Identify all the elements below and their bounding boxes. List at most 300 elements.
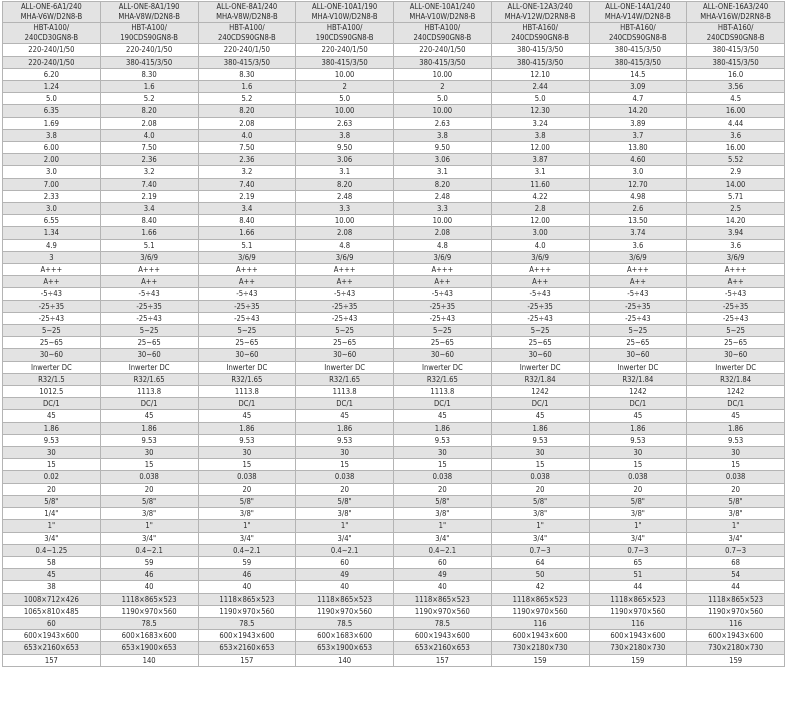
table-cell: 1190×970×560 bbox=[394, 605, 492, 617]
table-cell: 20 bbox=[3, 483, 101, 495]
table-cell: 5.71 bbox=[687, 190, 785, 202]
table-cell: -25÷35 bbox=[198, 300, 296, 312]
table-cell: 1113.8 bbox=[394, 386, 492, 398]
table-cell: 15 bbox=[394, 459, 492, 471]
table-cell: 380-415/3/50 bbox=[687, 44, 785, 56]
table-row bbox=[3, 434, 785, 446]
spec-table bbox=[2, 1, 785, 667]
table-cell: R32/1.65 bbox=[198, 373, 296, 385]
table-cell: 5.52 bbox=[687, 154, 785, 166]
table-cell: 3.00 bbox=[491, 227, 589, 239]
model-name-line: MHA-V10W/D2N8-B bbox=[311, 12, 378, 22]
model-header-cell bbox=[687, 23, 785, 44]
table-cell: 5/8" bbox=[394, 495, 492, 507]
table-cell: 30~60 bbox=[687, 349, 785, 361]
table-cell: 10.00 bbox=[394, 105, 492, 117]
table-cell: 3.0 bbox=[589, 166, 687, 178]
table-row bbox=[3, 264, 785, 276]
model-name-line: 190CDS90GN8-B bbox=[120, 33, 178, 43]
table-cell: 1113.8 bbox=[100, 386, 198, 398]
table-cell: 1190×970×560 bbox=[198, 605, 296, 617]
table-cell: 3.8 bbox=[3, 129, 101, 141]
table-cell: 20 bbox=[491, 483, 589, 495]
table-cell: 2.08 bbox=[296, 227, 394, 239]
table-cell: 0.038 bbox=[687, 471, 785, 483]
table-cell: -25÷43 bbox=[198, 312, 296, 324]
model-header-cell bbox=[687, 2, 785, 23]
table-row bbox=[3, 325, 785, 337]
table-cell: 58 bbox=[3, 556, 101, 568]
table-cell: 20 bbox=[394, 483, 492, 495]
table-cell: 2.19 bbox=[100, 190, 198, 202]
table-cell: 1.86 bbox=[296, 422, 394, 434]
table-cell: A++ bbox=[687, 276, 785, 288]
table-cell: 1/4" bbox=[3, 508, 101, 520]
table-cell: 25~65 bbox=[100, 337, 198, 349]
table-cell: 3.06 bbox=[394, 154, 492, 166]
table-row bbox=[3, 495, 785, 507]
table-cell: 0.4~2.1 bbox=[296, 544, 394, 556]
table-cell: 30~60 bbox=[3, 349, 101, 361]
table-row bbox=[3, 642, 785, 654]
table-cell: 1" bbox=[100, 520, 198, 532]
table-cell: 4.0 bbox=[491, 239, 589, 251]
table-cell: 2.63 bbox=[296, 117, 394, 129]
table-cell: 2 bbox=[394, 80, 492, 92]
table-cell: R32/1.84 bbox=[687, 373, 785, 385]
table-cell: 4.98 bbox=[589, 190, 687, 202]
table-cell: 5.0 bbox=[296, 93, 394, 105]
table-row bbox=[3, 93, 785, 105]
table-cell: 12.10 bbox=[491, 68, 589, 80]
table-cell: 30 bbox=[491, 447, 589, 459]
table-row bbox=[3, 569, 785, 581]
table-cell: 3.89 bbox=[589, 117, 687, 129]
model-name-line: ALL-ONE-8A1/190 bbox=[118, 2, 180, 11]
table-cell: 78.5 bbox=[394, 617, 492, 629]
table-cell: 1118×865×523 bbox=[296, 593, 394, 605]
table-cell: 1.66 bbox=[198, 227, 296, 239]
table-cell: 3.0 bbox=[3, 203, 101, 215]
table-cell: 5~25 bbox=[296, 325, 394, 337]
table-cell: DC/1 bbox=[3, 398, 101, 410]
table-row bbox=[3, 508, 785, 520]
table-cell: 2.63 bbox=[394, 117, 492, 129]
table-cell: 1113.8 bbox=[296, 386, 394, 398]
table-cell: 30 bbox=[100, 447, 198, 459]
table-cell: 30~60 bbox=[589, 349, 687, 361]
table-cell: R32/1.65 bbox=[394, 373, 492, 385]
table-cell: 3/4" bbox=[296, 532, 394, 544]
table-cell: 1065×810×485 bbox=[3, 605, 101, 617]
table-cell: DC/1 bbox=[198, 398, 296, 410]
table-cell: DC/1 bbox=[394, 398, 492, 410]
table-cell: 0.4~2.1 bbox=[394, 544, 492, 556]
model-header-cell bbox=[296, 23, 394, 44]
model-name-line: ALL-ONE-16A3/240 bbox=[703, 2, 769, 11]
table-cell: 20 bbox=[296, 483, 394, 495]
table-cell: 1.86 bbox=[589, 422, 687, 434]
table-cell: A++ bbox=[491, 276, 589, 288]
table-cell: 0.4~1.25 bbox=[3, 544, 101, 556]
table-cell: 1.86 bbox=[491, 422, 589, 434]
table-cell: 380-415/3/50 bbox=[491, 44, 589, 56]
table-cell: 1008×712×426 bbox=[3, 593, 101, 605]
model-name-line: HBT-A100/ bbox=[424, 23, 461, 33]
table-cell: 1.86 bbox=[687, 422, 785, 434]
table-cell: 1.86 bbox=[394, 422, 492, 434]
table-row bbox=[3, 105, 785, 117]
table-cell: 15 bbox=[491, 459, 589, 471]
table-cell: -25÷35 bbox=[687, 300, 785, 312]
table-cell: 5.0 bbox=[3, 93, 101, 105]
table-cell: 46 bbox=[100, 569, 198, 581]
table-cell: -5÷43 bbox=[687, 288, 785, 300]
table-cell: 3/6/9 bbox=[491, 251, 589, 263]
model-name-line: HBT-A160/ bbox=[522, 23, 558, 33]
table-cell: DC/1 bbox=[491, 398, 589, 410]
table-row bbox=[3, 654, 785, 666]
table-cell: 9.53 bbox=[394, 434, 492, 446]
table-cell: 3.6 bbox=[687, 129, 785, 141]
table-cell: 1118×865×523 bbox=[394, 593, 492, 605]
table-cell: 380-415/3/50 bbox=[198, 56, 296, 68]
table-cell: 8.20 bbox=[198, 105, 296, 117]
table-cell: -25÷43 bbox=[296, 312, 394, 324]
table-cell: 9.53 bbox=[3, 434, 101, 446]
table-cell: 3.7 bbox=[589, 129, 687, 141]
table-cell: 600×1943×600 bbox=[491, 630, 589, 642]
table-cell: 3/8" bbox=[198, 508, 296, 520]
table-cell: 13.50 bbox=[589, 215, 687, 227]
table-cell: 78.5 bbox=[198, 617, 296, 629]
table-cell: 1.24 bbox=[3, 80, 101, 92]
table-cell: 65 bbox=[589, 556, 687, 568]
table-cell: 16.00 bbox=[687, 142, 785, 154]
table-cell: 3.4 bbox=[198, 203, 296, 215]
table-cell: 25~65 bbox=[491, 337, 589, 349]
table-cell: 157 bbox=[198, 654, 296, 666]
table-cell: 5/8" bbox=[687, 495, 785, 507]
model-name-line: MHA-V6W/D2N8-B bbox=[20, 12, 83, 22]
table-cell: 60 bbox=[394, 556, 492, 568]
table-cell: 3.06 bbox=[296, 154, 394, 166]
table-cell: 5/8" bbox=[198, 495, 296, 507]
table-row bbox=[3, 154, 785, 166]
table-cell: 6.55 bbox=[3, 215, 101, 227]
table-cell: 1.66 bbox=[100, 227, 198, 239]
table-cell: 159 bbox=[491, 654, 589, 666]
table-cell: 25~65 bbox=[296, 337, 394, 349]
table-cell: 40 bbox=[198, 581, 296, 593]
model-name-line: 240CDS90GN8-B bbox=[413, 33, 472, 43]
model-name-line: MHA-V14W/D2N8-B bbox=[604, 12, 671, 22]
table-cell: 45 bbox=[589, 410, 687, 422]
model-header-cell bbox=[296, 2, 394, 23]
table-cell: 3.8 bbox=[296, 129, 394, 141]
table-cell: 14.20 bbox=[589, 105, 687, 117]
table-cell: 9.50 bbox=[296, 142, 394, 154]
table-row bbox=[3, 117, 785, 129]
table-cell: 2.9 bbox=[687, 166, 785, 178]
table-cell: 15 bbox=[296, 459, 394, 471]
table-cell: 12.00 bbox=[491, 215, 589, 227]
model-name-line: 240CDS90GN8-B bbox=[218, 33, 276, 43]
table-row bbox=[3, 44, 785, 56]
table-cell: 600×1683×600 bbox=[100, 630, 198, 642]
table-cell: 4.60 bbox=[589, 154, 687, 166]
table-cell: 1" bbox=[687, 520, 785, 532]
table-row bbox=[3, 190, 785, 202]
table-cell: 2.36 bbox=[198, 154, 296, 166]
table-cell: 0.038 bbox=[198, 471, 296, 483]
table-cell: -5÷43 bbox=[491, 288, 589, 300]
table-cell: 1242 bbox=[491, 386, 589, 398]
model-name-line: 240CDS90GN8-B bbox=[511, 33, 569, 43]
table-cell: 1242 bbox=[687, 386, 785, 398]
table-row bbox=[3, 447, 785, 459]
table-cell: 653×2160×653 bbox=[198, 642, 296, 654]
model-header-cell bbox=[100, 23, 198, 44]
table-row bbox=[3, 483, 785, 495]
model-name-line: MHA-V10W/D2N8-B bbox=[409, 12, 476, 22]
table-row bbox=[3, 398, 785, 410]
table-cell: -25÷35 bbox=[491, 300, 589, 312]
table-cell: 6.20 bbox=[3, 68, 101, 80]
table-cell: 5.0 bbox=[394, 93, 492, 105]
table-cell: 4.8 bbox=[296, 239, 394, 251]
table-cell: 3/6/9 bbox=[296, 251, 394, 263]
table-cell: 3/4" bbox=[589, 532, 687, 544]
table-cell: A++ bbox=[198, 276, 296, 288]
table-cell: 15 bbox=[589, 459, 687, 471]
table-cell: 0.7~3 bbox=[687, 544, 785, 556]
table-cell: R32/1.84 bbox=[589, 373, 687, 385]
table-row bbox=[3, 361, 785, 373]
table-cell: 2.44 bbox=[491, 80, 589, 92]
model-header-cell bbox=[198, 23, 296, 44]
model-name-line: ALL-ONE-14A1/240 bbox=[605, 2, 671, 11]
table-cell: 4.0 bbox=[198, 129, 296, 141]
table-cell: 0.4~2.1 bbox=[100, 544, 198, 556]
table-cell: 4.22 bbox=[491, 190, 589, 202]
table-cell: 1.34 bbox=[3, 227, 101, 239]
table-cell: 2.8 bbox=[491, 203, 589, 215]
table-cell: 600×1943×600 bbox=[687, 630, 785, 642]
table-cell: 2 bbox=[296, 80, 394, 92]
table-cell: 49 bbox=[394, 569, 492, 581]
table-cell: 45 bbox=[687, 410, 785, 422]
table-cell: 49 bbox=[296, 569, 394, 581]
table-cell: -25÷35 bbox=[589, 300, 687, 312]
table-cell: 45 bbox=[100, 410, 198, 422]
table-cell: 380-415/3/50 bbox=[687, 56, 785, 68]
table-cell: 4.0 bbox=[100, 129, 198, 141]
model-name-line: ALL-ONE-10A1/240 bbox=[409, 2, 475, 11]
table-cell: 9.53 bbox=[296, 434, 394, 446]
table-cell: Inwerter DC bbox=[491, 361, 589, 373]
table-cell: 2.08 bbox=[100, 117, 198, 129]
table-cell: 1.69 bbox=[3, 117, 101, 129]
table-cell: 1" bbox=[394, 520, 492, 532]
table-cell: 3/4" bbox=[100, 532, 198, 544]
table-cell: 116 bbox=[589, 617, 687, 629]
table-cell: -5÷43 bbox=[100, 288, 198, 300]
table-cell: -25÷35 bbox=[100, 300, 198, 312]
table-cell: 3.1 bbox=[491, 166, 589, 178]
table-cell: 5.1 bbox=[198, 239, 296, 251]
table-row bbox=[3, 166, 785, 178]
table-cell: -5÷43 bbox=[589, 288, 687, 300]
table-cell: Inwerter DC bbox=[296, 361, 394, 373]
table-cell: 1.86 bbox=[3, 422, 101, 434]
table-cell: 9.53 bbox=[198, 434, 296, 446]
table-cell: 3.4 bbox=[100, 203, 198, 215]
table-cell: 54 bbox=[687, 569, 785, 581]
table-cell: 3.0 bbox=[3, 166, 101, 178]
table-cell: DC/1 bbox=[100, 398, 198, 410]
model-name-line: ALL-ONE-12A3/240 bbox=[507, 2, 573, 11]
table-cell: 4.5 bbox=[687, 93, 785, 105]
table-cell: 140 bbox=[296, 654, 394, 666]
table-cell: 1012.5 bbox=[3, 386, 101, 398]
table-row bbox=[3, 520, 785, 532]
table-cell: 14.20 bbox=[687, 215, 785, 227]
table-cell: 3/6/9 bbox=[100, 251, 198, 263]
table-cell: 30~60 bbox=[491, 349, 589, 361]
table-cell: 1" bbox=[589, 520, 687, 532]
table-cell: 2.19 bbox=[198, 190, 296, 202]
table-cell: 5.2 bbox=[100, 93, 198, 105]
table-cell: Inwerter DC bbox=[589, 361, 687, 373]
table-cell: 1.86 bbox=[198, 422, 296, 434]
model-name-line: ALL-ONE-6A1/240 bbox=[20, 2, 82, 11]
table-row bbox=[3, 227, 785, 239]
model-name-line: MHA-V12W/D2RN8-B bbox=[504, 12, 576, 22]
table-cell: 25~65 bbox=[589, 337, 687, 349]
table-cell: 30 bbox=[296, 447, 394, 459]
table-cell: 8.30 bbox=[100, 68, 198, 80]
table-cell: -5÷43 bbox=[3, 288, 101, 300]
table-cell: 15 bbox=[3, 459, 101, 471]
table-cell: 25~65 bbox=[3, 337, 101, 349]
table-cell: 60 bbox=[3, 617, 101, 629]
table-cell: 25~65 bbox=[394, 337, 492, 349]
table-cell: 3.1 bbox=[394, 166, 492, 178]
table-row bbox=[3, 544, 785, 556]
table-cell: 3.24 bbox=[491, 117, 589, 129]
table-cell: 3/8" bbox=[394, 508, 492, 520]
table-cell: R32/1.84 bbox=[491, 373, 589, 385]
table-cell: 7.00 bbox=[3, 178, 101, 190]
model-name-line: MHA-V8W/D2N8-B bbox=[216, 12, 278, 22]
table-cell: 9.53 bbox=[491, 434, 589, 446]
model-name-line: 240CD30GN8-B bbox=[24, 33, 79, 43]
table-cell: 16.00 bbox=[687, 105, 785, 117]
table-cell: -5÷43 bbox=[198, 288, 296, 300]
table-cell: 1190×970×560 bbox=[296, 605, 394, 617]
model-header-row bbox=[3, 23, 785, 44]
table-row bbox=[3, 630, 785, 642]
table-cell: 20 bbox=[198, 483, 296, 495]
model-header-cell bbox=[491, 2, 589, 23]
table-cell: -5÷43 bbox=[296, 288, 394, 300]
table-cell: 9.50 bbox=[394, 142, 492, 154]
model-header-cell bbox=[198, 2, 296, 23]
table-cell: 44 bbox=[687, 581, 785, 593]
table-cell: 3.6 bbox=[687, 239, 785, 251]
table-cell: 3/4" bbox=[491, 532, 589, 544]
table-cell: 2.48 bbox=[394, 190, 492, 202]
table-cell: 3.3 bbox=[394, 203, 492, 215]
table-cell: 9.53 bbox=[687, 434, 785, 446]
table-cell: 653×2160×653 bbox=[3, 642, 101, 654]
table-cell: 653×2160×653 bbox=[394, 642, 492, 654]
model-header-cell bbox=[394, 2, 492, 23]
table-cell: 12.00 bbox=[491, 142, 589, 154]
table-cell: 30 bbox=[687, 447, 785, 459]
table-cell: 3.2 bbox=[100, 166, 198, 178]
table-cell: 220-240/1/50 bbox=[198, 44, 296, 56]
table-cell: 2.6 bbox=[589, 203, 687, 215]
table-cell: 2.36 bbox=[100, 154, 198, 166]
table-cell: 9.53 bbox=[589, 434, 687, 446]
spec-table-body bbox=[3, 2, 785, 667]
table-cell: 4.7 bbox=[589, 93, 687, 105]
table-cell: 3/6/9 bbox=[687, 251, 785, 263]
table-cell: 157 bbox=[394, 654, 492, 666]
table-cell: 4.9 bbox=[3, 239, 101, 251]
table-cell: 7.40 bbox=[198, 178, 296, 190]
table-row bbox=[3, 556, 785, 568]
table-cell: 40 bbox=[296, 581, 394, 593]
table-cell: 5/8" bbox=[589, 495, 687, 507]
table-cell: 157 bbox=[3, 654, 101, 666]
table-cell: 1242 bbox=[589, 386, 687, 398]
table-cell: Inwerter DC bbox=[3, 361, 101, 373]
table-cell: 16.0 bbox=[687, 68, 785, 80]
table-cell: A+++ bbox=[198, 264, 296, 276]
table-cell: 140 bbox=[100, 654, 198, 666]
table-cell: DC/1 bbox=[687, 398, 785, 410]
table-cell: -25÷35 bbox=[394, 300, 492, 312]
table-cell: 8.40 bbox=[198, 215, 296, 227]
table-cell: 5.0 bbox=[491, 93, 589, 105]
model-header-row bbox=[3, 2, 785, 23]
table-cell: 3.87 bbox=[491, 154, 589, 166]
table-row bbox=[3, 129, 785, 141]
table-row bbox=[3, 215, 785, 227]
table-cell: 220-240/1/50 bbox=[100, 44, 198, 56]
table-cell: 3/8" bbox=[687, 508, 785, 520]
table-cell: 11.60 bbox=[491, 178, 589, 190]
table-cell: 50 bbox=[491, 569, 589, 581]
table-cell: 4.8 bbox=[394, 239, 492, 251]
table-row bbox=[3, 142, 785, 154]
table-cell: 380-415/3/50 bbox=[491, 56, 589, 68]
table-cell: 3 bbox=[3, 251, 101, 263]
table-cell: 7.50 bbox=[100, 142, 198, 154]
table-row bbox=[3, 80, 785, 92]
table-cell: A++ bbox=[589, 276, 687, 288]
table-cell: 0.038 bbox=[491, 471, 589, 483]
table-cell: 20 bbox=[589, 483, 687, 495]
table-row bbox=[3, 471, 785, 483]
table-cell: 380-415/3/50 bbox=[589, 44, 687, 56]
model-header-cell bbox=[100, 2, 198, 23]
table-cell: 12.70 bbox=[589, 178, 687, 190]
model-name-line: 240CDS90GN8-B bbox=[609, 33, 667, 43]
